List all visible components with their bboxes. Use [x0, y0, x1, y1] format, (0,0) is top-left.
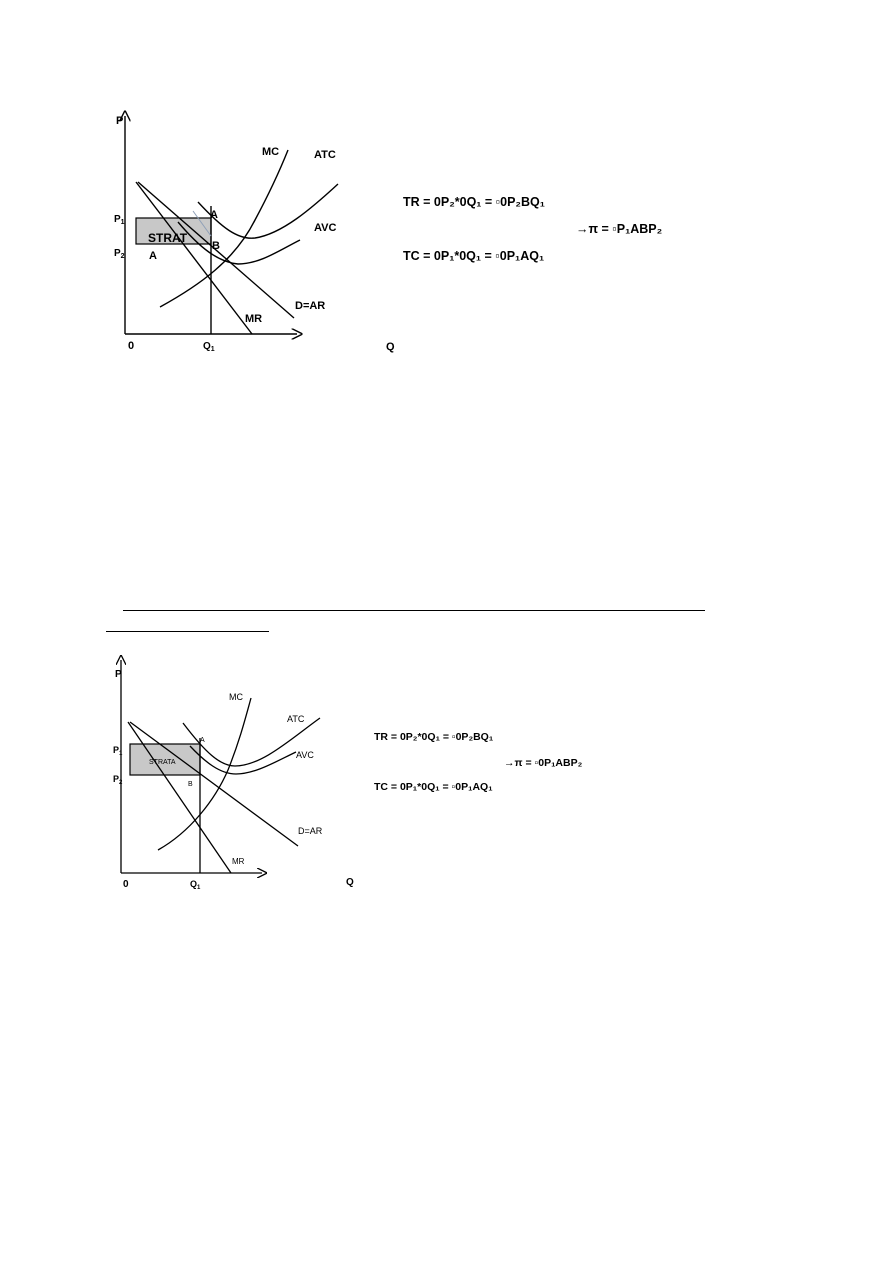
cost-revenue-graph-2 — [0, 650, 893, 900]
p2-label: $P_2$ — [113, 774, 123, 786]
dar-label: D=AR — [295, 300, 326, 312]
strata-label: STRATA — [149, 759, 176, 766]
q1-label: $Q_1$ — [203, 341, 215, 353]
p2-label: $P_2$ — [114, 248, 125, 260]
tc-equation-1: TC = 0P₁*0Q₁ = ▫0P₁AQ₁ — [403, 249, 545, 263]
avc-label: AVC — [314, 222, 337, 234]
atc-label: ATC — [314, 149, 336, 161]
tc-equation-2: TC = 0P₁*0Q₁ = ▫0P₁AQ₁ — [374, 781, 493, 793]
origin-label: 0 — [123, 879, 129, 890]
atc-label: ATC — [287, 714, 305, 724]
mc-label: MC — [262, 146, 280, 158]
demand-curve — [130, 722, 298, 846]
axis-p-label: P — [115, 669, 122, 680]
separator-line-1 — [123, 610, 705, 611]
tr-equation-1: TR = 0P₂*0Q₁ = ▫0P₂BQ₁ — [403, 195, 545, 209]
profit-equation-2: →π = ▫0P₁ABP₂ — [504, 757, 583, 769]
p1-label: $P_1$ — [114, 214, 125, 226]
mr-label: MR — [245, 313, 263, 325]
avc-label: AVC — [296, 750, 314, 760]
dar-label: D=AR — [298, 826, 323, 836]
separator-line-2 — [106, 631, 269, 632]
axis-q-label: Q — [386, 341, 395, 353]
point-a-label: A — [200, 737, 205, 744]
q1-label: $Q_1$ — [190, 879, 201, 891]
point-b-label: B — [188, 781, 193, 788]
p1-label: $P_1$ — [113, 745, 123, 757]
tr-equation-2: TR = 0P₂*0Q₁ = ▫0P₂BQ₁ — [374, 731, 494, 743]
cost-revenue-graph-1 — [0, 0, 893, 380]
point-b-label: B — [212, 240, 220, 252]
profit-equation-1: →π = ▫P₁ABP₂ — [576, 222, 663, 236]
axis-q-label: Q — [346, 877, 354, 888]
origin-label: 0 — [128, 340, 135, 352]
area-corner-label: A — [149, 250, 157, 262]
mr-label: MR — [232, 857, 245, 866]
mc-label: MC — [229, 692, 243, 702]
axis-p-label: P — [116, 115, 124, 127]
strat-label: STRAT — [148, 231, 188, 245]
point-a-label: A — [210, 209, 218, 221]
